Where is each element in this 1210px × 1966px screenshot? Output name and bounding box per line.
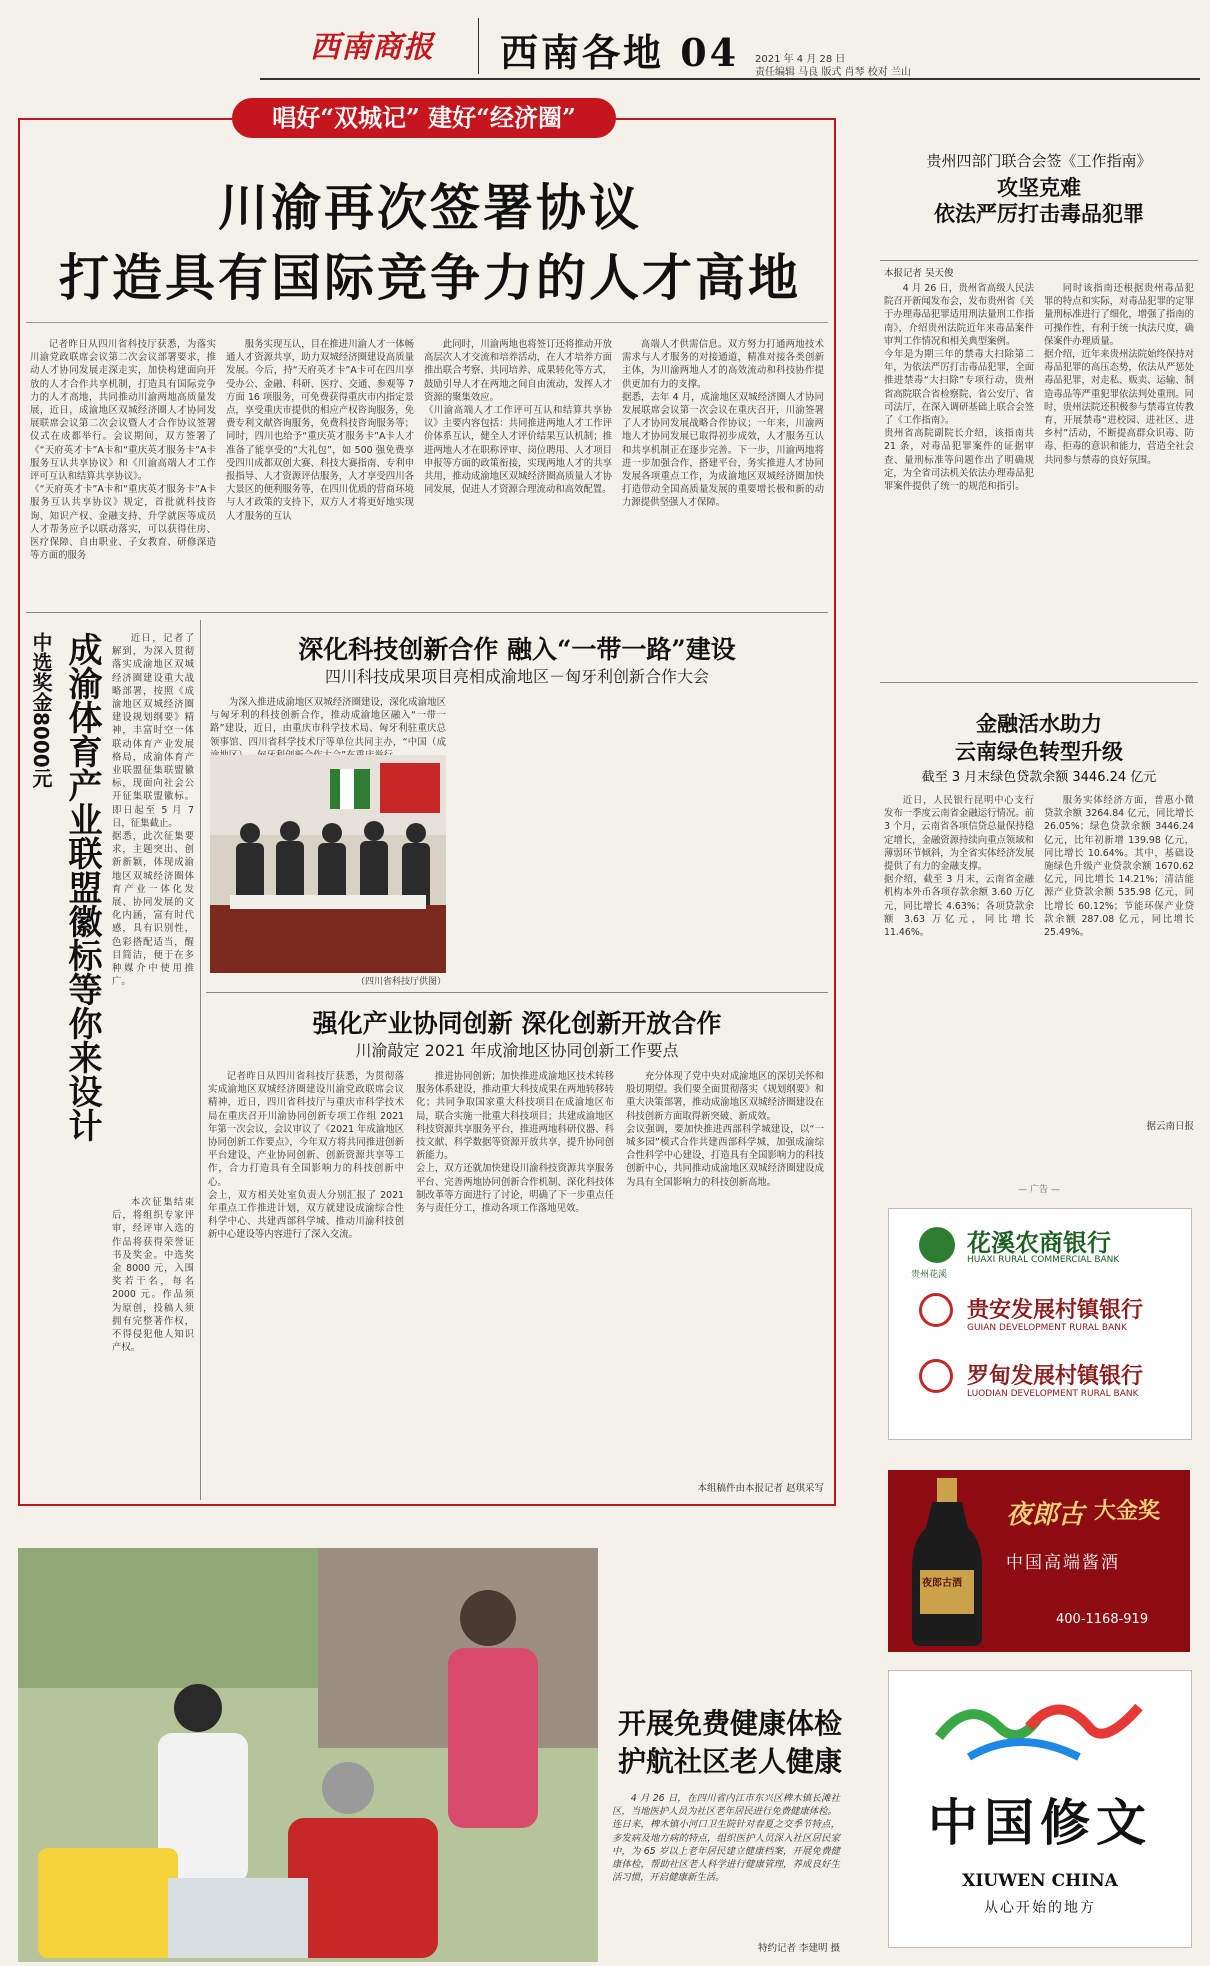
guian-bank-en: GUIAN DEVELOPMENT RURAL BANK	[967, 1323, 1127, 1333]
huaxi-bank-region: 贵州花溪	[911, 1270, 948, 1280]
masthead-divider	[478, 18, 479, 74]
side-story-subtitle: 中选奖金8000元	[29, 632, 53, 788]
bottom-caption-text: 4 月 26 日，在四川省内江市东兴区椑木镇长滩社区，当地医护人员为社区老年居民进行免费健康体检。 连日来，椑木镇小河口卫生院针对春夏之交季节特点，多发病及地方病的特点，组织医护人员深入社区居民家中，为 65 岁以上老年居民建立健康档案，开展免费健康体检，帮助社区老人科学进行健康管理，养成良好生活习惯，开启健康新生活。	[612, 1793, 840, 1884]
story3-headline: 强化产业协同创新 深化创新开放合作	[312, 1009, 722, 1038]
xiuwen-logo-icon	[929, 1687, 1149, 1777]
newspaper-masthead: 西南商报	[310, 30, 434, 65]
story3-col1: 记者昨日从四川省科技厅获悉，为贯彻落实成渝地区双城经济圈建设川渝党政联席会议精神，近日，四川省科技厅与重庆市科学技术局在重庆召开川渝协同创新专项工作组 2021 年第一次会议，会议审议了《2021 年成渝地区协同创新工作要点》，今年双方将共同推进创新平台建设、产业协同创新、创新资源共享等工作，合力打造具有全国影响力的科技创新中心。 会上，双方相关处室负责人分别汇报了 2021 年重点工作推进计划，双方就建设成渝综合性科学中心、共建西部科学城、推动川渝科技创新中心建设等内容进行了深入交流。	[208, 1071, 404, 1241]
liquor-award: 大金奖	[1094, 1498, 1161, 1524]
issue-date: 2021 年 4 月 28 日	[755, 54, 846, 65]
drug-story-rule	[880, 260, 1198, 261]
drug-story-col1: 4 月 26 日，贵州省高级人民法院召开新闻发布会，发布贵州省《关于办理毒品犯罪适用刑法量刑工作指南》，介绍贵州法院近年来毒品案件审判工作情况和相关典型案例。 今年是为期三年的禁毒大扫除第二年，为依法严厉打击毒品犯罪，全面推进禁毒“大扫除”专项行动，贵州省高院联合省检察院、省公安厅、省司法厅，在深入调研基础上联合会签了《工作指南》。 贵州省高院副院长介绍，该指南共 21 条，对毒品犯罪案件的证据审查、量刑标准等问题作出了明确规定，为全省司法机关依法办理毒品犯罪案件提供了统一的规范和指引。	[884, 283, 1035, 493]
huaxi-bank-name: 花溪农商银行	[967, 1228, 1111, 1257]
huaxi-bank-en: HUAXI RURAL COMMERCIAL BANK	[967, 1255, 1120, 1265]
story2-deck: 四川科技成果项目亮相成渝地区－匈牙利创新合作大会	[324, 667, 709, 686]
story2-bottom-rule	[206, 992, 828, 993]
luodian-bank-en: LUODIAN DEVELOPMENT RURAL BANK	[967, 1389, 1139, 1399]
story2-headline: 深化科技创新合作 融入“一带一路”建设	[298, 635, 736, 664]
header-rule	[260, 78, 1200, 80]
section-title: 西南各地 04	[500, 30, 740, 75]
drug-story-headline2: 依法严厉打击毒品犯罪	[934, 201, 1144, 226]
liquor-slogan: 中国高端酱酒	[1006, 1553, 1120, 1573]
liquor-hotline: 400-1168-919	[1056, 1612, 1149, 1627]
luodian-bank-name: 罗甸发展村镇银行	[967, 1363, 1144, 1389]
drug-story-col2: 同时该指南还根据贵州毒品犯罪的特点和实际，对毒品犯罪的定罪量刑标准进行了细化，增强了指南的可操作性，有利于统一执法尺度，确保案件办理质量。 据介绍，近年来贵州法院始终保持对毒品犯罪的高压态势，依法从严惩处毒品犯罪，对走私、贩卖、运输、制造毒品等严重犯罪依法判处重刑。同时，贵州法院还积极参与禁毒宣传教育，开展禁毒“进校园、进社区、进乡村”活动，不断提高群众识毒、防毒、拒毒的意识和能力，营造全社会共同参与禁毒的良好氛围。	[1044, 283, 1195, 466]
story2-text: 为深入推进成渝地区双城经济圈建设，深化成渝地区与匈牙利的科技创新合作，推动成渝地区融入“一带一路”建设，近日，由重庆市科学技术局、匈牙利驻重庆总领事馆、四川省科学技术厅等单位共同主办，“中国（成	[210, 697, 446, 748]
finance-story-rule	[880, 682, 1198, 683]
editor-credits: 责任编辑 马良 版式 肖琴 校对 兰山	[755, 67, 911, 78]
side-story-text2: 本次征集结束后，将组织专家评审，经评审入选的作品将获得荣誉证书及奖金。中选奖金 8000 元，入围奖若干名，每名 2000 元。作品须为原创，投稿人须拥有完整著作权，不得侵犯他人知识产权。	[112, 1197, 194, 1354]
side-story-divider	[200, 620, 201, 1500]
main-story-col4: 高端人才供需信息。双方努力打通两地技术需求与人才服务的对接通道，精准对接各类创新主体，为川渝两地人才的高效流动和科技协作提供更加有力的支撑。 据悉，去年 4 月，成渝地区双城经济圈人才协同发展联席会议第一次会议在重庆召开，川渝签署了人才协同发展战略合作协议；一年来，川渝两地人才协同发展已取得初步成效，人才服务互认和共享机制正在逐步完善。下一步，川渝两地将进一步加强合作，搭建平台，务实推进人才协同发展各项重点工作，为成渝地区双城经济圈加快打造带动全国高质量发展的重要增长极和新的动力源提供坚强人才保障。	[622, 339, 824, 509]
main-story-col1: 记者昨日从四川省科技厅获悉，为落实川渝党政联席会议第二次会议部署要求，推动人才协同发展走深走实，加快构建面向开放的人才合作共享机制，打造具有国际竞争力的人才高地，共同推动川渝两地高质量发展，近日，成渝地区双城经济圈人才协同发展联席会议第二次会议暨人才合作协议签署仪式在成都举行。会议期间，双方签署了《“天府英才卡”A卡和“重庆英才服务卡”A卡服务互认共享协议》和《川渝高端人才工作评可互认和结算共享协议》。 《“天府英才卡”A卡和“重庆英才服务卡”A卡服务互认共享协议》规定，首批就科技咨询、知识产权、金融支持、升学就医等成员人才帮务应予以联动落实，可以获得住房、医疗保障、自由职业、子女教育、研修深造等方面的服务	[30, 339, 216, 562]
finance-story-source: 据云南日报	[1146, 1121, 1194, 1132]
luodian-bank-logo-icon	[919, 1359, 953, 1393]
drug-story-kicker: 贵州四部门联合会签《工作指南》	[926, 152, 1152, 170]
health-checkup-photo	[18, 1548, 598, 1962]
finance-story-col1: 近日，人民银行昆明中心支行发布一季度云南省金融运行情况。前 3 个月，云南省各项信贷总量保持稳定增长，金融资源持续向重点领域和薄弱环节倾斜，为全省实体经济发展提供了有力的金融支撑。 据介绍，截至 3 月末，云南省金融机构本外币各项存款余额 3.60 万亿元，同比增长 4.63%；各项贷款余额 3.63 万亿元，同比增长 11.46%。	[884, 795, 1035, 939]
main-story-col2: 服务实现互认，目在推进川渝人才一体畅通人才资源共享，助力双城经济圈建设高质量发展。今后，持“天府英才卡”A卡可在四川享受办公、金融、科研、医疗、交通、参观等 7 方面 16 项服务，可免费获得重庆市内指定景点，享受重庆市提供的相应产权咨询服务，免费专利文献咨询服务，免费科技咨询服务等；同时，四川也给予“重庆英才服务卡”A卡人才准备了能享受的“大礼包”，如 500 强免费享受四川成都双创大赛、科技大赛指南、专利申报指导、人才资源评估服务，人才享受四川各大景区的便利服务等，在四川优质的营商环境与人才政策的支持下，双方人才将更好地实现人才服务的互认	[226, 339, 414, 522]
story3-col2: 推进协同创新；加快推进成渝地区技术转移服务体系建设，推动重大科技成果在两地转移转化；共同争取国家重大科技项目在成渝地区布局，联合实施一批重大科技项目；共建成渝地区科技资源共享服务平台，推进两地科研仪器、科技文献、科学数据等资源开放共享，提升协同创新能力。 会上，双方还就加快建设川渝科技资源共享服务平台、完善两地协同创新合作机制、深化科技体制改革等方面进行了讨论，明确了下一步重点任务与责任分工，推动各项工作落地见效。	[416, 1071, 614, 1215]
liquor-bottle-label: 夜郎古酒	[922, 1578, 962, 1589]
liquor-advertisement	[888, 1470, 1190, 1652]
headline-rule	[26, 322, 828, 323]
story3-byline: 本组稿件由本报记者 赵琪采写	[697, 1483, 824, 1494]
main-story-bottom-rule	[26, 612, 828, 613]
topic-banner: 唱好“双城记” 建好“经济圈”	[232, 98, 616, 138]
xiuwen-english: XIUWEN CHINA	[962, 1871, 1118, 1891]
photo-caption: （四川省科技厅供图）	[355, 977, 446, 987]
liquor-brand: 夜郎古	[1006, 1500, 1085, 1530]
drug-story-byline: 本报记者 吴天俊	[884, 268, 954, 279]
story2-text-col2	[456, 700, 824, 970]
guian-bank-name: 贵安发展村镇银行	[967, 1297, 1144, 1323]
bank-advertisement	[888, 1208, 1192, 1440]
bottom-photo-byline: 特约记者 李建明 摄	[757, 1943, 840, 1954]
finance-story-headline2: 云南绿色转型升级	[955, 739, 1123, 764]
bottom-headline2: 护航社区老人健康	[617, 1745, 842, 1778]
finance-story-col2: 服务实体经济方面，普惠小微贷款余额 3264.84 亿元，同比增长 26.05%；绿色贷款余额 3446.24 亿元，比年初新增 139.98 亿元，同比增长 10.64%。其中，基础设施绿色升级产业贷款余额 1670.62 亿元，同比增长 14.21%；清洁能源产业贷款余额 535.98 亿元，同比增长 60.12%；节能环保产业贷款余额 287.08 亿元，同比增长 25.49%。	[1044, 795, 1194, 939]
main-story-col3: 此同时，川渝两地也将签订还将推动开放高层次人才交流和培养活动，在人才培养方面推出联合考察、共同培养、成果转化等方式，鼓励引导人才在两地之间自由流动，发挥人才资源的聚集效应。 《川渝高端人才工作评可互认和结算共享协议》主要内容包括：共同推进两地人才工作评价体系互认，健全人才评价结果互认机制；推进两地人才在职称评审、岗位聘用、人才项目申报等方面的政策衔接，实现两地人才的共享共用，推动成渝地区双城经济圈高质量人才协同发展，促进人才资源合理流动和高效配置。	[424, 339, 612, 496]
liquor-bottle-icon	[902, 1478, 992, 1648]
drug-story-headline1: 攻坚克难	[997, 175, 1081, 200]
xiuwen-title: 中国修文	[928, 1793, 1152, 1852]
side-story-text1: 近日，记者了解到，为深入贯彻落实成渝地区双城经济圈建设重大战略部署，按照《成渝地区双城经济圈建设规划纲要》精神，丰富时空一体联动体育产业发展格局，成渝体育产业联盟征集联盟徽标，现面向社会公开征集联盟徽标。即日起至 5 月 7 日，征集截止。 据悉，此次征集要求，主题突出、创新新颖，体现成渝地区双城经济圈体育产业一体化发展、协同发展的文化内涵，富有时代感，具有识别性，色彩搭配适当，醒目简洁，便于在多种媒介中使用推广。	[112, 633, 194, 988]
story3-deck: 川渝敲定 2021 年成渝地区协同创新工作要点	[355, 1041, 679, 1060]
main-headline-line1: 川渝再次签署协议	[218, 178, 642, 237]
finance-story-deck: 截至 3 月末绿色贷款余额 3446.24 亿元	[921, 770, 1157, 785]
finance-story-headline1: 金融活水助力	[976, 711, 1102, 736]
signing-ceremony-photo	[210, 755, 446, 973]
ad-label: — 广告 —	[1018, 1185, 1060, 1195]
story3-col3: 充分体现了党中央对成渝地区的深切关怀和殷切期望。我们要全面贯彻落实《规划纲要》和重大决策部署，推动成渝地区双城经济圈建设在科技创新方面取得新突破、新成效。 会议强调，要加快推进西部科学城建设，以“一城多园”模式合作共建西部科学城，加强成渝综合性科学中心建设，打造具有全国影响力的科技创新中心，共同推动成渝地区双城经济圈建设成为具有全国影响力的科技创新高地。	[626, 1071, 824, 1188]
huaxi-bank-logo-icon	[919, 1227, 955, 1263]
main-headline-line2: 打造具有国际竞争力的人才高地	[59, 248, 801, 307]
xiuwen-slogan: 从心开始的地方	[984, 1900, 1096, 1916]
side-story-title: 成渝体育产业联盟徽标等你来设计	[62, 632, 102, 1142]
xiuwen-advertisement	[888, 1670, 1192, 1948]
bottom-headline1: 开展免费健康体检	[617, 1707, 842, 1740]
guian-bank-logo-icon	[919, 1293, 953, 1327]
